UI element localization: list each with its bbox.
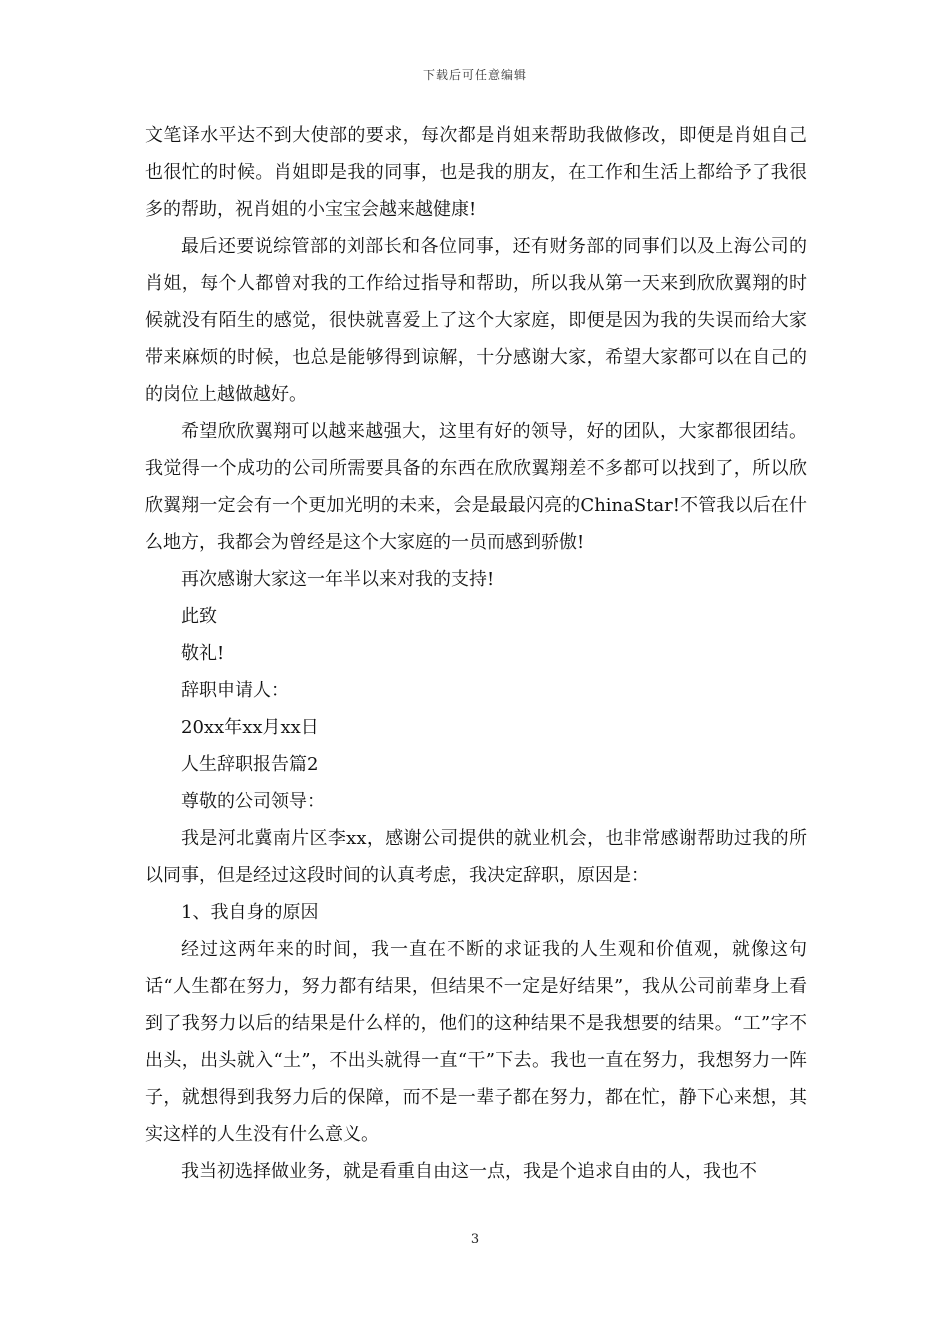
paragraph: 希望欣欣翼翔可以越来越强大，这里有好的领导，好的团队，大家都很团结。我觉得一个成功的公司所需要具备的东西在欣欣翼翔差不多都可以找到了，所以欣欣翼翔一定会有一个更加光明的未来，会是最最闪亮的ChinaStar!不管我以后在什么地方，我都会为曾经是这个大家庭的一员而感到骄傲! bbox=[145, 421, 807, 553]
header-note: 下载后可任意编辑 bbox=[422, 68, 527, 82]
paragraph-continued: 文笔译水平达不到大使部的要求，每次都是肖姐来帮助我做修改，即便是肖姐自己也很忙的时候。肖姐即是我的同事，也是我的朋友，在工作和生活上都给予了我很多的帮助，祝肖姐的小宝宝会越来越健康! bbox=[145, 125, 807, 220]
paragraph: 最后还要说综管部的刘部长和各位同事，还有财务部的同事们以及上海公司的肖姐，每个人都曾对我的工作给过指导和帮助，所以我从第一天来到欣欣翼翔的时候就没有陌生的感觉，很快就喜爱上了这个大家庭，即便是因为我的失误而给大家带来麻烦的时候，也总是能够得到谅解，十分感谢大家，希望大家都可以在自己的的岗位上越做越好。 bbox=[145, 236, 807, 405]
reason-heading: 1、我自身的原因 bbox=[181, 902, 319, 923]
page-number: 3 bbox=[470, 1232, 480, 1247]
signature-label: 辞职申请人： bbox=[181, 680, 289, 701]
section-title: 人生辞职报告篇2 bbox=[181, 754, 319, 775]
paragraph: 我当初选择做业务，就是看重自由这一点，我是个追求自由的人，我也不 bbox=[181, 1161, 757, 1182]
paragraph: 我是河北冀南片区李xx，感谢公司提供的就业机会，也非常感谢帮助过我的所以同事，但是经过这段时间的认真考虑，我决定辞职，原因是： bbox=[145, 828, 807, 886]
greeting: 尊敬的公司领导： bbox=[181, 791, 325, 812]
paragraph: 再次感谢大家这一年半以来对我的支持! bbox=[181, 569, 495, 590]
document-body bbox=[145, 117, 807, 1190]
paragraph: 经过这两年来的时间，我一直在不断的求证我的人生观和价值观，就像这句话“人生都在努力，努力都有结果，但结果不一定是好结果”，我从公司前辈身上看到了我努力以后的结果是什么样的，他们的这种结果不是我想要的结果。“工”字不出头，出头就入“土”，不出头就得一直“干”下去。我也一直在努力，我想努力一阵子，就想得到我努力后的保障，而不是一辈子都在努力，都在忙，静下心来想，其实这样的人生没有什么意义。 bbox=[145, 939, 807, 1145]
closing-salutation: 此致 bbox=[181, 606, 217, 627]
date-line: 20xx年xx月xx日 bbox=[181, 717, 319, 738]
closing-regards: 敬礼! bbox=[181, 643, 225, 664]
